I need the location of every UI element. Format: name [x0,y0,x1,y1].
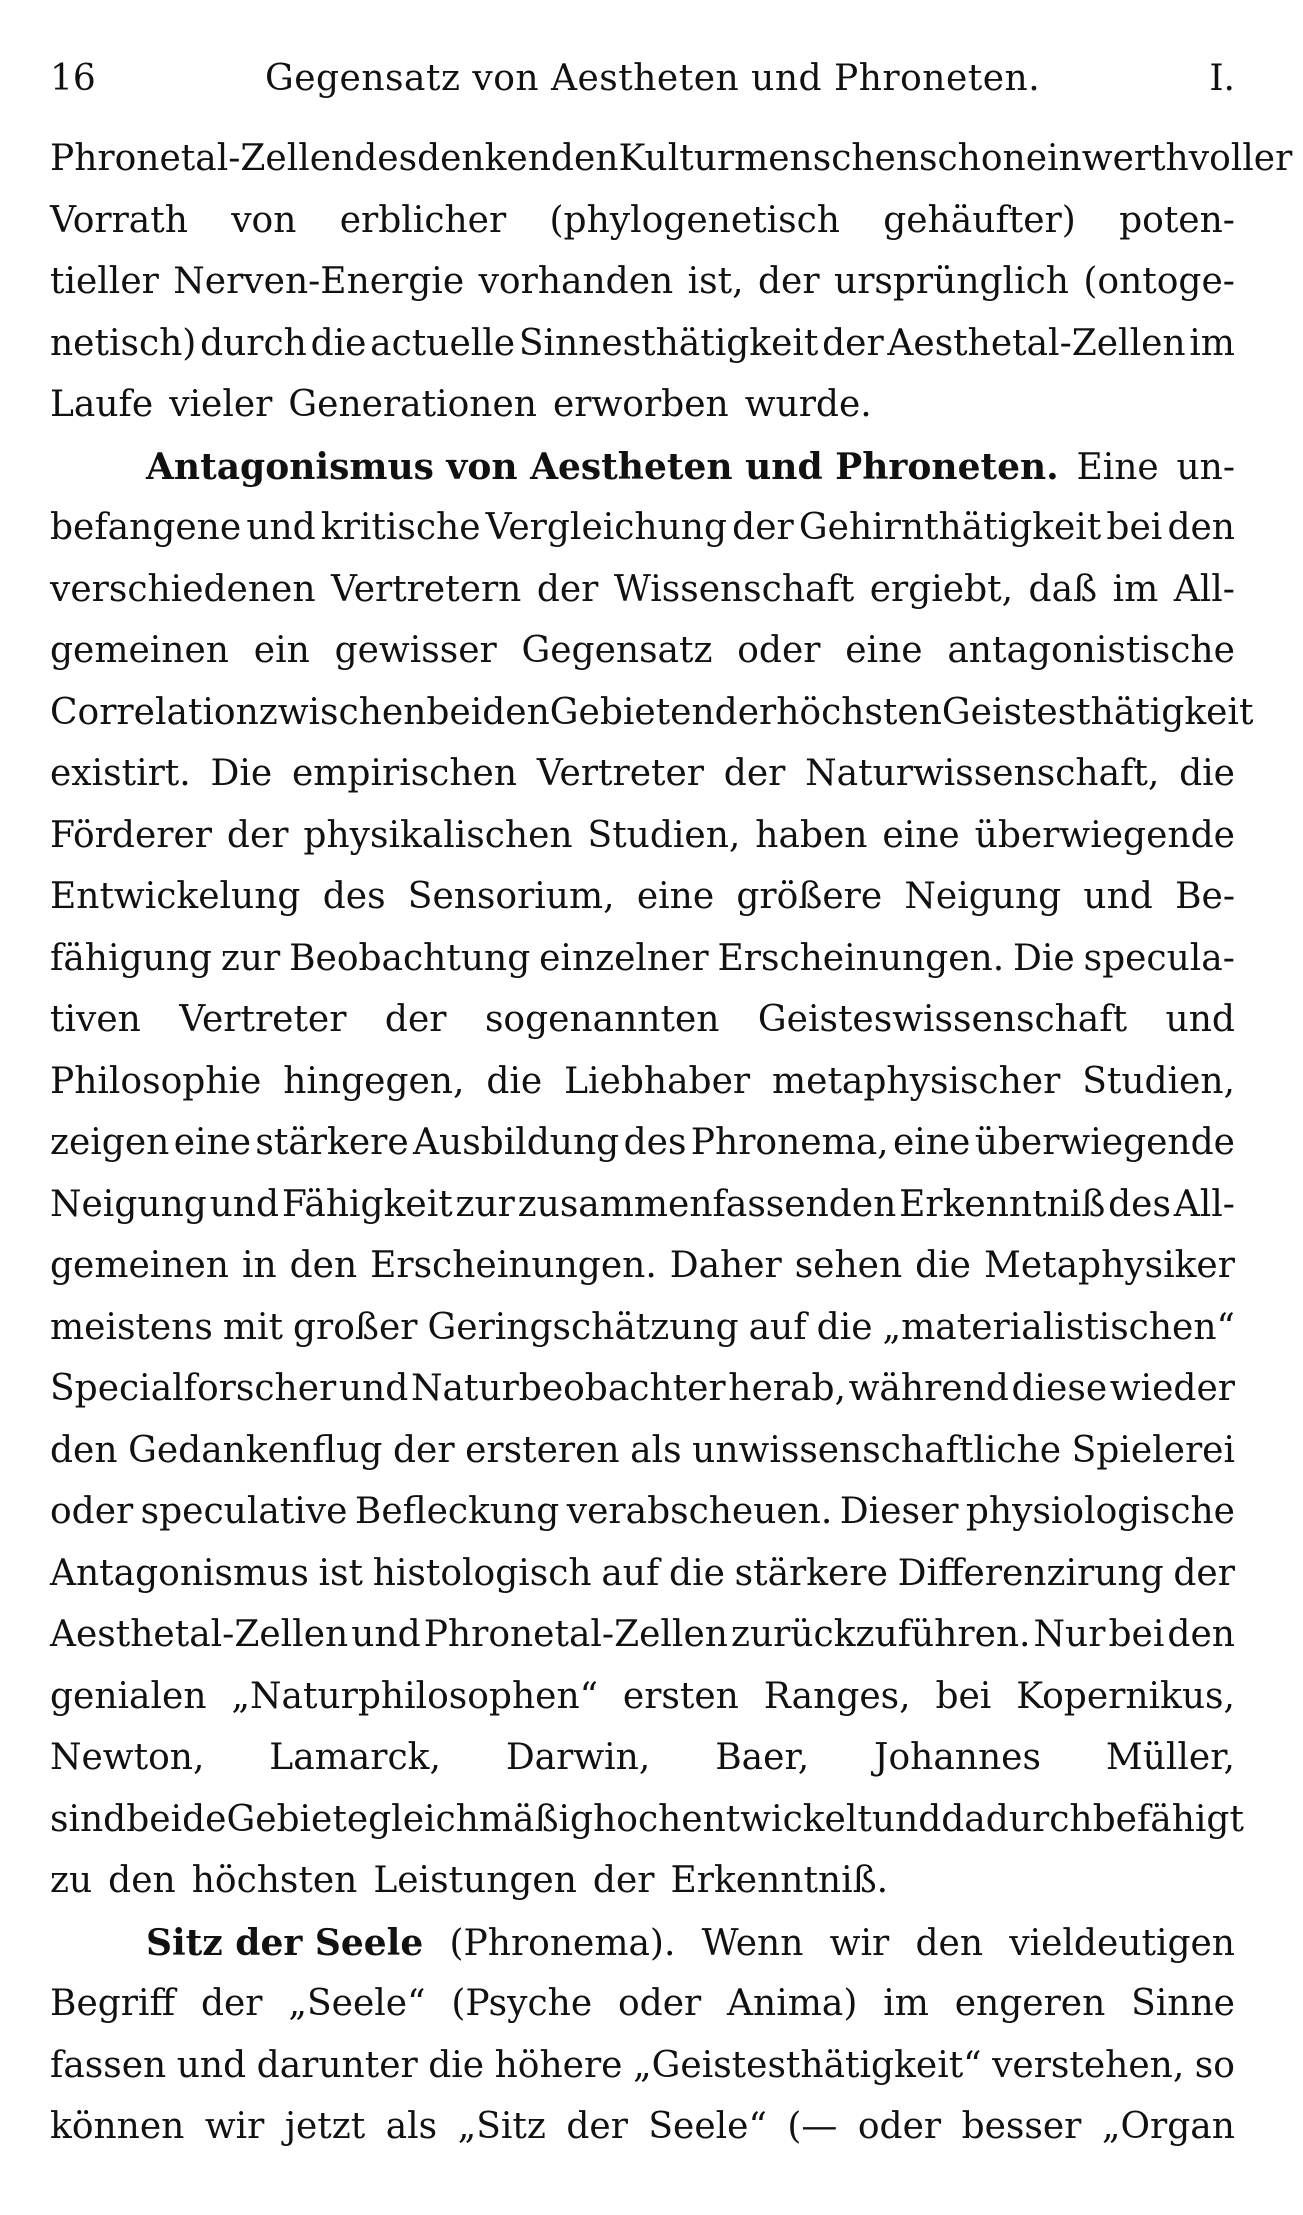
word: höhere [494,2044,623,2086]
text-line [50,1860,1235,1922]
text-line [50,815,1235,877]
word: Dieser [839,1491,959,1532]
word: Entwickelung [50,876,301,917]
word: die [310,322,367,364]
word: oder [857,2106,942,2147]
word: im [883,1983,929,2024]
word: physiologische [965,1491,1235,1532]
word: Specialforscher [50,1368,337,1409]
word: Studien, [587,814,741,856]
word: verstehen, [992,2044,1185,2086]
word: in [241,1245,277,1286]
word: und [209,1183,280,1225]
word: „Sitz [457,2106,546,2147]
word: der [758,261,820,302]
text-line [50,999,1235,1061]
word: den [50,1429,118,1471]
text-line [50,1307,1235,1369]
word: und [176,2044,247,2086]
word: Naturbeobachter [410,1368,726,1409]
text-line [50,261,1235,323]
word: Geisteswissenschaft [757,999,1128,1040]
word: Gehirnthätigkeit [798,507,1102,548]
word: stärkere [734,1552,888,1594]
text-line [50,691,1254,754]
chapter-number: I. [1209,58,1235,99]
word: Gebiete [226,1798,369,1840]
text-line [50,2106,1235,2168]
word: Kopernikus, [1016,1675,1235,1717]
word: kritische [320,507,481,548]
word: Studien, [1082,1060,1235,1102]
word: oder [50,1491,134,1532]
word: beiden [426,691,550,733]
word: fassen [50,2044,167,2086]
word: metaphysischer [772,1060,1061,1102]
word: den [1167,507,1235,548]
word: bei [1108,1614,1165,1655]
word: zwischen [258,691,427,733]
word: beide [126,1798,227,1840]
word: im [1112,568,1159,610]
word: antagonistische [947,630,1235,671]
word: Naturwissenschaft, [805,753,1160,794]
word: durch [200,322,307,364]
word: stärkere [255,1122,409,1163]
word: die [428,2044,485,2086]
word: die [486,1060,543,1102]
word: ergiebt, [869,568,1014,610]
word: Lamarck, [269,1737,441,1778]
word: eine [893,1122,971,1163]
word: oder [617,1983,702,2024]
text-line [50,1245,1235,1307]
word: der [226,814,289,856]
word: im [1189,322,1235,364]
word: empirischen [291,753,518,794]
word: Aesthetal-Zellen [887,322,1186,364]
word: so [1194,2044,1235,2086]
word: größere [736,876,883,917]
word: eine [636,876,715,917]
word: höchsten [191,1860,358,1901]
running-title: Gegensatz von Aestheten und Phroneten. [264,58,1041,99]
word: der [732,507,794,548]
word: Fähigkeit [281,1183,453,1225]
word: die [1179,753,1235,794]
word: Antagonismus [50,1552,309,1594]
word: tieller [50,261,159,302]
word: schon [919,138,1026,179]
word: darunter [256,2044,418,2086]
word: (phylogenetisch [549,199,840,241]
word: Wenn [701,1922,804,1964]
word: sind [50,1798,127,1840]
word: werthvoller [1081,138,1293,179]
word: Phronetal-Zellen [423,1614,728,1655]
word: den [915,1922,984,1964]
word: gewisser [334,630,497,671]
running-header [50,58,1235,110]
section-heading-line [50,446,1235,508]
text-line [50,1368,1235,1430]
word: Nerven-Energie [173,261,465,302]
word: Ausbildung [413,1122,620,1163]
word: All- [1173,1183,1235,1225]
word: Vorrath [50,199,188,241]
text-line [50,569,1235,631]
word: (— [787,2106,838,2147]
word: Vertreter [536,753,704,794]
word: „Geistesthätigkeit“ [632,2044,982,2086]
word: der [566,2106,628,2147]
word: der [592,1860,655,1901]
word: Die [210,753,273,794]
word: Anima) [727,1983,858,2024]
word: Correlation [50,691,259,733]
word: Müller, [1105,1737,1235,1778]
section-heading: Antagonismus von Aestheten und Phroneten. [146,445,1059,488]
word: bei [1106,507,1163,548]
word: actuelle [370,322,516,364]
section-heading-line [50,1922,1235,1984]
word: erworben [552,384,729,425]
word: entwickelt [681,1798,872,1840]
word: einzelner [539,937,709,979]
word: Laufe [50,384,154,425]
word: existirt. [50,753,191,794]
word: „Seele“ [288,1983,426,2024]
word: Differenzirung [897,1552,1164,1594]
word: speculative [140,1491,348,1532]
word: mit [222,1306,283,1348]
word: bei [935,1675,992,1717]
text-line [50,1184,1235,1246]
text-line [50,200,1235,262]
word: während [848,1368,1009,1409]
word: befangene [50,507,242,548]
word: der [822,322,884,364]
word: ersteren [465,1429,620,1471]
word: vieldeutigen [1009,1922,1235,1964]
word: Ranges, [763,1675,911,1717]
word: Eine [1076,446,1159,488]
word: Vergleichung [485,507,728,548]
word: und [351,1614,421,1655]
text-line [50,1798,1244,1861]
word: des [322,876,386,917]
word: ist [318,1552,363,1594]
word: physikalischen [303,814,573,856]
word: Newton, [50,1737,205,1778]
word: erblicher [339,199,507,241]
text-line [50,630,1235,692]
word: eine [845,630,923,671]
word: poten- [1119,199,1235,241]
word: der [723,753,786,794]
word: großer [293,1306,418,1348]
word: der [1173,1552,1235,1594]
word: des [354,138,418,179]
word: Erscheinungen. [717,937,1005,979]
word: können [50,2106,185,2147]
word: den [1167,1614,1235,1655]
word: All- [1173,568,1235,610]
word: engeren [954,1983,1106,2024]
word: Vertreter [179,999,347,1040]
word: Baer, [715,1737,810,1778]
word: wieder [1109,1368,1235,1409]
word: Beobachtung [289,937,531,979]
word: Generationen [288,384,537,425]
word: Förderer [50,814,212,856]
word: die [669,1552,725,1594]
word: gemeinen [50,630,229,671]
word: Neigung [904,876,1062,917]
word: Liebhaber [564,1060,751,1102]
word: haben [755,814,868,856]
word: oder [737,630,821,671]
word: und [871,1798,942,1840]
word: Be- [1175,876,1235,917]
word: Gedankenflug [128,1429,383,1471]
word: Befleckung [354,1491,560,1532]
word: (ontoge- [1083,261,1235,302]
word: die [915,1245,971,1286]
word: Die [1013,937,1075,979]
section-heading: Sitz der Seele [146,1921,424,1964]
word: Erkenntniß [899,1183,1106,1225]
word: der [392,1429,455,1471]
word: gleichmäßig [368,1798,594,1840]
word: überwiegende [974,1122,1235,1163]
word: als [385,2106,438,2147]
text-line [50,1737,1235,1799]
word: Sinne [1131,1983,1235,2024]
text-line [50,1553,1235,1615]
word: befähigt [1092,1798,1244,1840]
word: meistens [50,1306,213,1348]
word: Metaphysiker [983,1245,1235,1286]
word: „materialistischen“ [882,1306,1235,1348]
word: Phronema, [690,1122,889,1163]
word: wurde. [744,384,872,425]
word: hingegen, [283,1060,465,1102]
word: hoch [593,1798,682,1840]
word: wir [829,1922,890,1964]
word: Leistungen [373,1860,577,1901]
word: jetzt [284,2106,366,2147]
word: Sinnesthätigkeit [518,322,819,364]
text-line [50,1061,1235,1123]
text-line [50,1122,1235,1184]
word: von [231,199,297,241]
word: Nur [1033,1614,1106,1655]
word: Wissenschaft [613,568,855,610]
word: zur [220,937,281,979]
word: Vertretern [331,568,522,610]
word: der [536,568,599,610]
word: und [338,1368,409,1409]
word: Spielerei [1071,1429,1235,1471]
word: gehäufter) [883,199,1076,241]
word: sehen [794,1245,903,1286]
word: zeigen [50,1122,170,1163]
word: zurückzuführen. [730,1614,1031,1655]
word: Darwin, [505,1737,651,1778]
word: (Phronema). [449,1922,676,1964]
word: die [816,1306,873,1348]
word: Kulturmenschen [618,138,920,179]
word: ersten [622,1675,739,1717]
word: vieler [169,384,273,425]
text-line [50,1491,1235,1553]
word: überwiegende [974,814,1235,856]
word: ein [253,630,310,671]
body-text [50,138,1293,2168]
text-line [50,384,1235,446]
word: daß [1028,568,1098,610]
word: Phronetal-Zellen [50,138,355,179]
text-line [50,1614,1235,1676]
word: auf [748,1306,807,1348]
word: sogenannten [484,999,720,1040]
word: eine [173,1122,252,1163]
word: Daher [669,1245,782,1286]
word: des [1108,1183,1171,1225]
word: dadurch [941,1798,1093,1840]
word: Philosophie [50,1060,262,1102]
word: verabscheuen. [566,1491,833,1532]
word: denkenden [417,138,619,179]
word: specula- [1083,937,1235,979]
word: (Psyche [451,1983,593,2024]
word: verschiedenen [50,568,316,610]
word: netisch) [50,322,197,364]
text-line [50,507,1235,569]
text-line [50,138,1293,200]
text-line [50,1983,1235,2045]
word: fähigung [50,937,212,979]
word: Neigung [50,1183,207,1225]
word: genialen [50,1675,207,1717]
word: ursprünglich [834,261,1069,302]
text-line [50,938,1235,1000]
word: „Naturphilosophen“ [231,1675,599,1717]
word: der [384,999,447,1040]
word: und [1083,876,1153,917]
word: Gebieten [549,691,715,733]
word: den [108,1860,176,1901]
word: der [200,1983,263,2024]
word: herab, [728,1368,846,1409]
word: unwissenschaftliche [692,1429,1062,1471]
word: eine [882,814,960,856]
page-number: 16 [50,58,96,99]
word: Seele“ [648,2106,767,2147]
word: ist, [687,261,744,302]
word: Erscheinungen. [370,1245,657,1286]
word: der [714,691,777,733]
word: Johannes [874,1737,1041,1778]
word: höchsten [776,691,942,733]
text-line [50,753,1235,815]
text-line [50,2045,1235,2107]
text-line [50,1430,1235,1492]
word: zur [455,1183,515,1225]
word: vorhanden [478,261,674,302]
word: Sensorium, [407,876,615,917]
word: Erkenntniß. [670,1860,889,1901]
word: des [623,1122,687,1163]
text-line [50,1676,1235,1738]
word: wir [204,2106,265,2147]
word: besser [961,2106,1082,2147]
word: den [289,1245,358,1286]
word: zu [50,1860,93,1901]
word: und [1165,999,1235,1040]
word: auf [601,1552,660,1594]
word: histologisch [372,1552,592,1594]
word: als [630,1429,682,1471]
text-line [50,876,1235,938]
word: und [246,507,316,548]
word: Begriff [50,1983,176,2024]
word: un- [1176,446,1235,488]
word: Aesthetal-Zellen [50,1614,349,1655]
word: diese [1011,1368,1108,1409]
word: zusammenfassenden [517,1183,897,1225]
word: „Organ [1101,2106,1235,2147]
word: gemeinen [50,1245,229,1286]
word: tiven [50,999,141,1040]
text-line [50,323,1235,385]
word: Geistesthätigkeit [941,691,1254,733]
word: Geringschätzung [427,1306,739,1348]
word: Gegensatz [521,630,713,671]
word: ein [1025,138,1082,179]
